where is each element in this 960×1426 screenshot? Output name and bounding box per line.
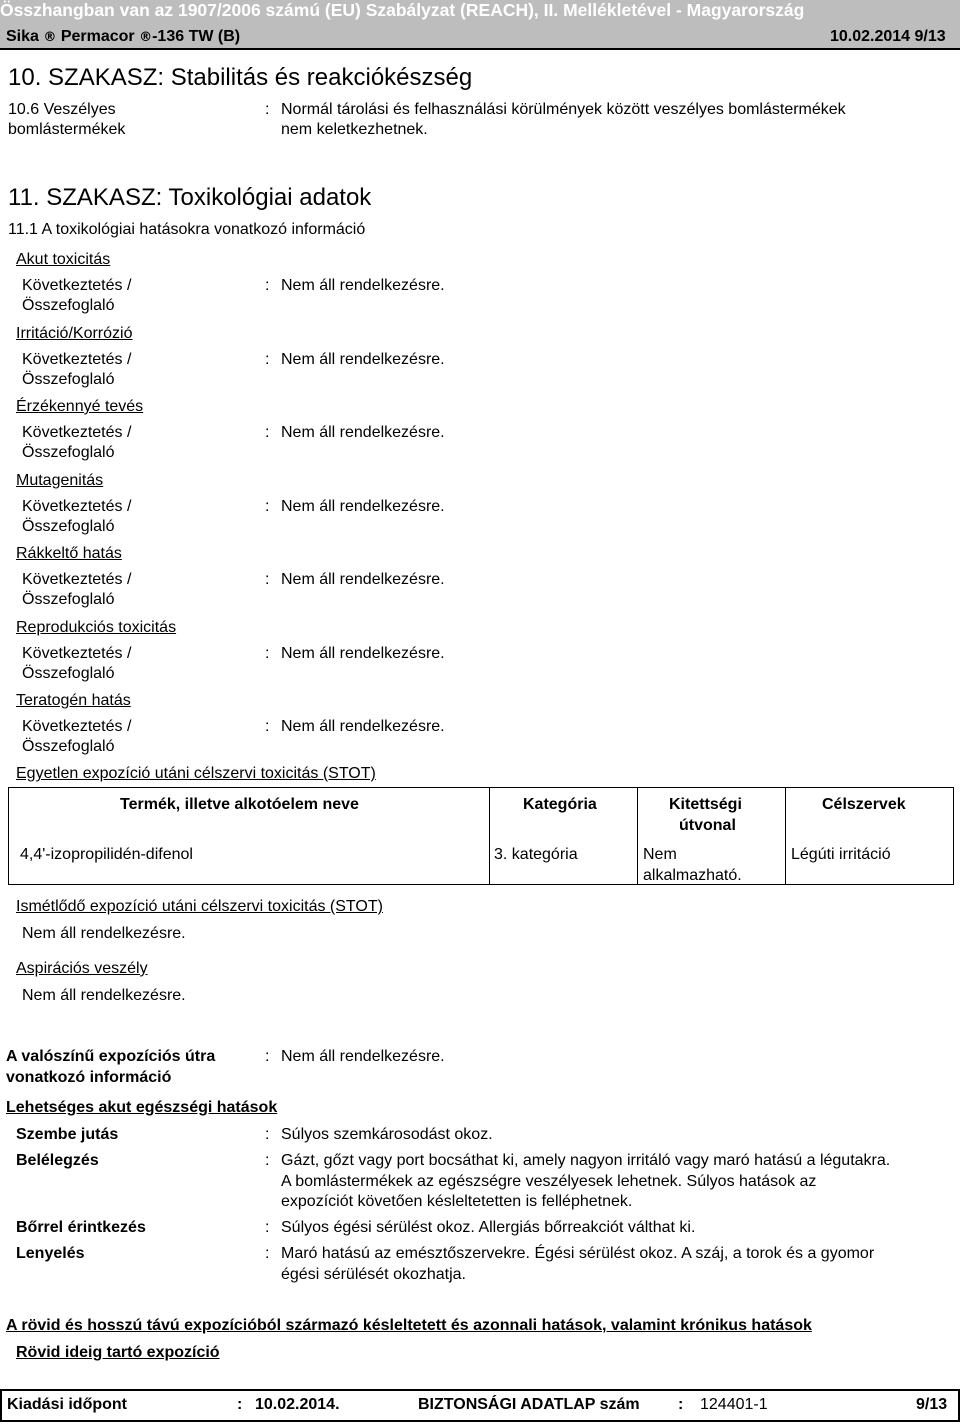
effect-text: Súlyos égési sérülést okoz. Allergiás bőrreakciót válthat ki. — [281, 1219, 696, 1236]
page-number: 9/13 — [916, 1396, 948, 1413]
hazard-value: Nem áll rendelkezésre. — [281, 277, 445, 294]
conclusion-label-1: Következtetés / — [22, 571, 132, 588]
effect-text: expozíciót követően késleltetetten is felléphetnek. — [281, 1193, 633, 1210]
effect-text: Maró hatású az emésztőszervekre. Égési sérülést okoz. A száj, a torok és a gyomor — [281, 1245, 875, 1262]
conclusion-label-2: Összefoglaló — [22, 370, 115, 388]
hazard-heading: Akut toxicitás — [16, 251, 111, 268]
short-exposure-heading: Rövid ideig tartó expozíció — [16, 1344, 220, 1361]
table-cell-route-2: alkalmazható. — [643, 867, 742, 884]
table-column-divider — [637, 787, 638, 885]
table-cell-name: 4,4'-izopropilidén-difenol — [20, 846, 193, 863]
hazard-heading: Érzékennyé tevés — [16, 398, 144, 415]
colon: : — [265, 1126, 270, 1143]
header-date-page: 10.02.2014 9/13 — [830, 28, 946, 45]
table-header-category: Kategória — [523, 796, 597, 813]
table-column-divider — [489, 787, 490, 885]
hazard-value: Nem áll rendelkezésre. — [281, 424, 445, 441]
conclusion-label-1: Következtetés / — [22, 718, 132, 735]
product-prefix: Sika — [6, 28, 39, 45]
effect-label: Lenyelés — [16, 1245, 85, 1262]
colon: : — [265, 1048, 270, 1065]
issue-date-value: 10.02.2014. — [255, 1396, 340, 1413]
stot-single-heading: Egyetlen expozíció utáni célszervi toxicitás (STOT) — [16, 765, 376, 782]
section-10-6-value-1: Normál tárolási és felhasználási körülmények között veszélyes bomlástermékek — [281, 101, 846, 118]
effect-label: Belélegzés — [16, 1152, 99, 1169]
conclusion-label-2: Összefoglaló — [22, 517, 115, 535]
colon: : — [265, 277, 270, 294]
product-name — [6, 27, 240, 47]
colon: : — [678, 1396, 684, 1413]
table-header-name: Termék, illetve alkotóelem neve — [120, 796, 359, 813]
table-header-route-2: útvonal — [679, 817, 736, 834]
section-11-title: 11. SZAKASZ: Toxikológiai adatok — [8, 184, 372, 211]
product-suffix: -136 TW (B) — [152, 28, 241, 45]
regulation-line: Összhangban van az 1907/2006 számú (EU) Szabályzat (REACH), II. Mellékletével - Magyarország — [0, 0, 805, 20]
registered-mark-icon: ® — [43, 30, 57, 45]
exposure-routes-label-1: A valószínű expozíciós útra — [6, 1048, 216, 1065]
exposure-routes-label-2: vonatkozó információ — [6, 1069, 172, 1086]
hazard-heading: Irritáció/Korrózió — [16, 324, 133, 342]
table-header-route-1: Kitettségi — [669, 796, 742, 813]
colon: : — [265, 644, 270, 662]
effect-text: A bomlástermékek az egészségre veszélyesek lehetnek. Súlyos hatások az — [281, 1172, 817, 1190]
exposure-routes-value: Nem áll rendelkezésre. — [281, 1048, 445, 1065]
hazard-value: Nem áll rendelkezésre. — [281, 644, 445, 662]
stot-repeated-heading: Ismétlődő expozíció utáni célszervi toxicitás (STOT) — [16, 898, 383, 915]
section-11-1-subtitle: 11.1 A toxikológiai hatásokra vonatkozó információ — [8, 221, 366, 238]
section-10-6-value-2: nem keletkezhetnek. — [281, 121, 428, 138]
colon: : — [265, 497, 270, 515]
section-10-6-label-1: 10.6 Veszélyes — [8, 101, 116, 118]
colon: : — [237, 1396, 243, 1413]
colon: : — [265, 101, 270, 118]
table-cell-route-1: Nem — [643, 846, 677, 863]
registered-mark-icon: ® — [139, 30, 153, 45]
header-divider — [0, 48, 960, 50]
effect-label: Szembe jutás — [16, 1126, 119, 1143]
acute-effects-heading: Lehetséges akut egészségi hatások — [6, 1099, 278, 1116]
issue-date-label: Kiadási időpont — [7, 1396, 127, 1413]
colon: : — [265, 571, 270, 588]
conclusion-label-1: Következtetés / — [22, 424, 132, 441]
table-header-target: Célszervek — [822, 796, 906, 813]
hazard-value: Nem áll rendelkezésre. — [281, 718, 445, 735]
table-cell-category: 3. kategória — [494, 846, 578, 863]
delayed-effects-heading: A rövid és hosszú távú expozícióból származó késleltetett és azonnali hatások, valamint krónikus hatások — [6, 1317, 812, 1334]
effect-text: Súlyos szemkárosodást okoz. — [281, 1126, 493, 1143]
colon: : — [265, 424, 270, 441]
stot-repeated-value: Nem áll rendelkezésre. — [22, 925, 186, 942]
hazard-value: Nem áll rendelkezésre. — [281, 497, 445, 515]
conclusion-label-1: Következtetés / — [22, 350, 132, 368]
hazard-heading: Rákkeltő hatás — [16, 545, 122, 562]
aspiration-heading: Aspirációs veszély — [16, 960, 148, 977]
conclusion-label-1: Következtetés / — [22, 497, 132, 515]
effect-label: Bőrrel érintkezés — [16, 1219, 146, 1236]
effect-text: Gázt, gőzt vagy port bocsáthat ki, amely nagyon irritáló vagy maró hatású a légutakra. — [281, 1152, 891, 1169]
conclusion-label-2: Összefoglaló — [22, 444, 115, 461]
colon: : — [265, 1245, 270, 1262]
conclusion-label-2: Összefoglaló — [22, 664, 115, 682]
conclusion-label-2: Összefoglaló — [22, 591, 115, 608]
hazard-value: Nem áll rendelkezésre. — [281, 350, 445, 368]
colon: : — [265, 1152, 270, 1169]
colon: : — [265, 350, 270, 368]
hazard-heading: Reprodukciós toxicitás — [16, 618, 177, 636]
product-middle: Permacor — [56, 28, 135, 45]
table-column-divider — [785, 787, 786, 885]
table-cell-target: Légúti irritáció — [791, 846, 891, 863]
sds-label: BIZTONSÁGI ADATLAP szám — [418, 1396, 640, 1413]
aspiration-value: Nem áll rendelkezésre. — [22, 987, 186, 1004]
conclusion-label-1: Következtetés / — [22, 277, 132, 294]
conclusion-label-2: Összefoglaló — [22, 738, 115, 755]
conclusion-label-2: Összefoglaló — [22, 297, 115, 314]
colon: : — [265, 1219, 270, 1236]
hazard-heading: Mutagenitás — [16, 471, 104, 489]
hazard-heading: Teratogén hatás — [16, 692, 131, 709]
hazard-value: Nem áll rendelkezésre. — [281, 571, 445, 588]
effect-text: égési sérülését okozhatja. — [281, 1265, 466, 1283]
section-10-6-label-2: bomlástermékek — [8, 121, 126, 138]
section-10-title: 10. SZAKASZ: Stabilitás és reakciókészség — [8, 64, 473, 91]
colon: : — [265, 718, 270, 735]
conclusion-label-1: Következtetés / — [22, 644, 132, 662]
sds-number: 124401-1 — [700, 1396, 768, 1413]
